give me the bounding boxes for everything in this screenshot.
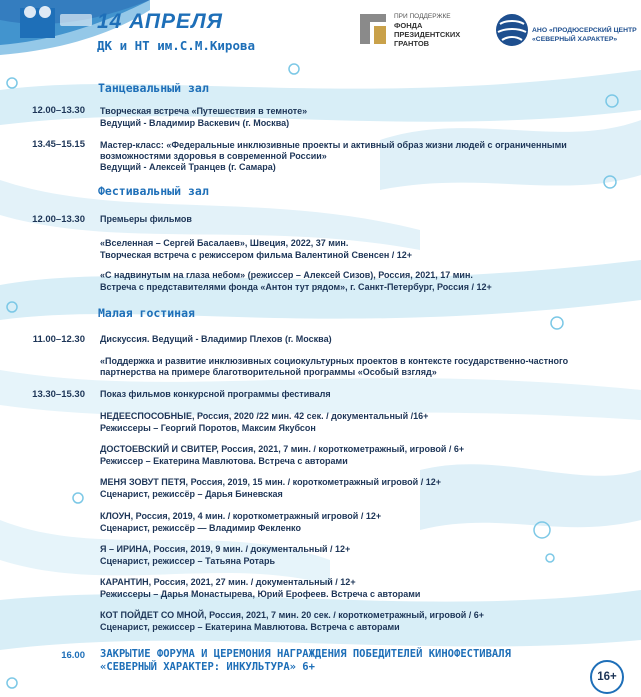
film-title: «Вселенная – Сергей Басалаев», Швеция, 2022, 37 мин. xyxy=(100,238,349,248)
film-credits: Сценарист, режиссёр — Владимир Фекленко xyxy=(100,523,301,533)
film-title: «С надвинутым на глаза небом» (режиссер – Алексей Сизов), Россия, 2021, 17 мин. xyxy=(100,270,473,280)
event-time: 12.00–13.30 xyxy=(32,105,85,116)
film-credits: Сценарист, режиссер – Екатерина Мавлютова. Встреча с авторами xyxy=(100,622,400,632)
venue-name: ДК и НТ им.С.М.Кирова xyxy=(97,38,256,53)
film-title: КЛОУН, Россия, 2019, 4 мин. / короткометражный игровой / 12+ xyxy=(100,511,382,521)
page-date: 14 АПРЕЛЯ xyxy=(97,10,223,33)
film-title: ДОСТОЕВСКИЙ И СВИТЕР, Россия, 2021, 7 мин. / короткометражный, игровой / 6+ xyxy=(100,444,465,454)
event-title: Дискуссия. Ведущий - Владимир Плехов (г. Москва) xyxy=(100,334,332,344)
film-title: НЕДЕЕСПОСОБНЫЕ, Россия, 2020 /22 мин. 42 сек. / документальный /16+ xyxy=(100,411,429,421)
film-title: Я – ИРИНА, Россия, 2019, 9 мин. / документальный / 12+ xyxy=(100,544,351,554)
event-time: 16.00 xyxy=(61,650,85,661)
event-time: 13.30–15.30 xyxy=(32,389,85,400)
film-credits: Режиссер – Екатерина Мавлютова. Встреча с авторами xyxy=(100,456,348,466)
grants-fund-icon xyxy=(358,12,388,46)
event-time: 12.00–13.30 xyxy=(32,214,85,225)
event-host: Ведущий - Алексей Транцев (г. Самара) xyxy=(100,162,276,172)
film-credits: Режиссеры – Дарья Монастырева, Юрий Ерофеев. Встреча с авторами xyxy=(100,589,421,599)
event-title: Мастер-класс: «Федеральные инклюзивные проекты и активный образ жизни людей с ограниченными возможностями здоровья в современной России» xyxy=(100,140,567,161)
event-title: Премьеры фильмов xyxy=(100,214,192,224)
film-credits: Сценарист, режиссер – Татьяна Ротарь xyxy=(100,556,275,566)
film-title: МЕНЯ ЗОВУТ ПЕТЯ, Россия, 2019, 15 мин. / короткометражный игровой / 12+ xyxy=(100,477,441,487)
presidential-grants-logo: ПРИ ПОДДЕРЖКЕ ФОНДА ПРЕЗИДЕНТСКИХ ГРАНТОВ xyxy=(358,10,488,56)
north-character-logo: АНО «ПРОДЮСЕРСКИЙ ЦЕНТР «СЕВЕРНЫЙ ХАРАКТЕР» xyxy=(494,10,639,56)
closing-ceremony: ЗАКРЫТИЕ ФОРУМА И ЦЕРЕМОНИЯ НАГРАЖДЕНИЯ ПОБЕДИТЕЛЕЙ КИНОФЕСТИВАЛЯ «СЕВЕРНЫЙ ХАРАКТЕР: ИНКУЛЬТУРА» 6+ xyxy=(100,648,511,673)
hall-title-festival: Фестивальный зал xyxy=(98,184,209,198)
film-details: Творческая встреча с режиссером фильма Валентиной Свенсен / 12+ xyxy=(100,250,413,260)
event-time: 13.45–15.15 xyxy=(32,139,85,150)
age-rating-badge: 16+ xyxy=(590,660,624,694)
event-title: Показ фильмов конкурсной программы фестиваля xyxy=(100,389,331,399)
film-credits: Сценарист, режиссёр – Дарья Биневская xyxy=(100,489,283,499)
event-title: Творческая встреча «Путешествия в темноте» xyxy=(100,106,308,116)
film-title: КОТ ПОЙДЕТ СО МНОЙ, Россия, 2021, 7 мин. 20 сек. / короткометражный, игровой / 6+ xyxy=(100,610,485,620)
event-time: 11.00–12.30 xyxy=(32,334,85,345)
event-description: «Поддержка и развитие инклюзивных социокультурных проектов в контексте государственно-частного партнерства на примере благотворительной программы «Особый взгляд» xyxy=(100,356,569,377)
film-credits: Режиссеры – Георгий Поротов, Максим Якубсон xyxy=(100,423,316,433)
globe-icon xyxy=(494,10,530,50)
hall-title-dance: Танцевальный зал xyxy=(98,81,209,95)
film-title: КАРАНТИН, Россия, 2021, 27 мин. / документальный / 12+ xyxy=(100,577,356,587)
film-details: Встреча с представителями фонда «Антон тут рядом», г. Санкт-Петербург, Россия / 12+ xyxy=(100,282,492,292)
hall-title-small: Малая гостиная xyxy=(98,306,195,320)
event-host: Ведущий - Владимир Васкевич (г. Москва) xyxy=(100,118,290,128)
